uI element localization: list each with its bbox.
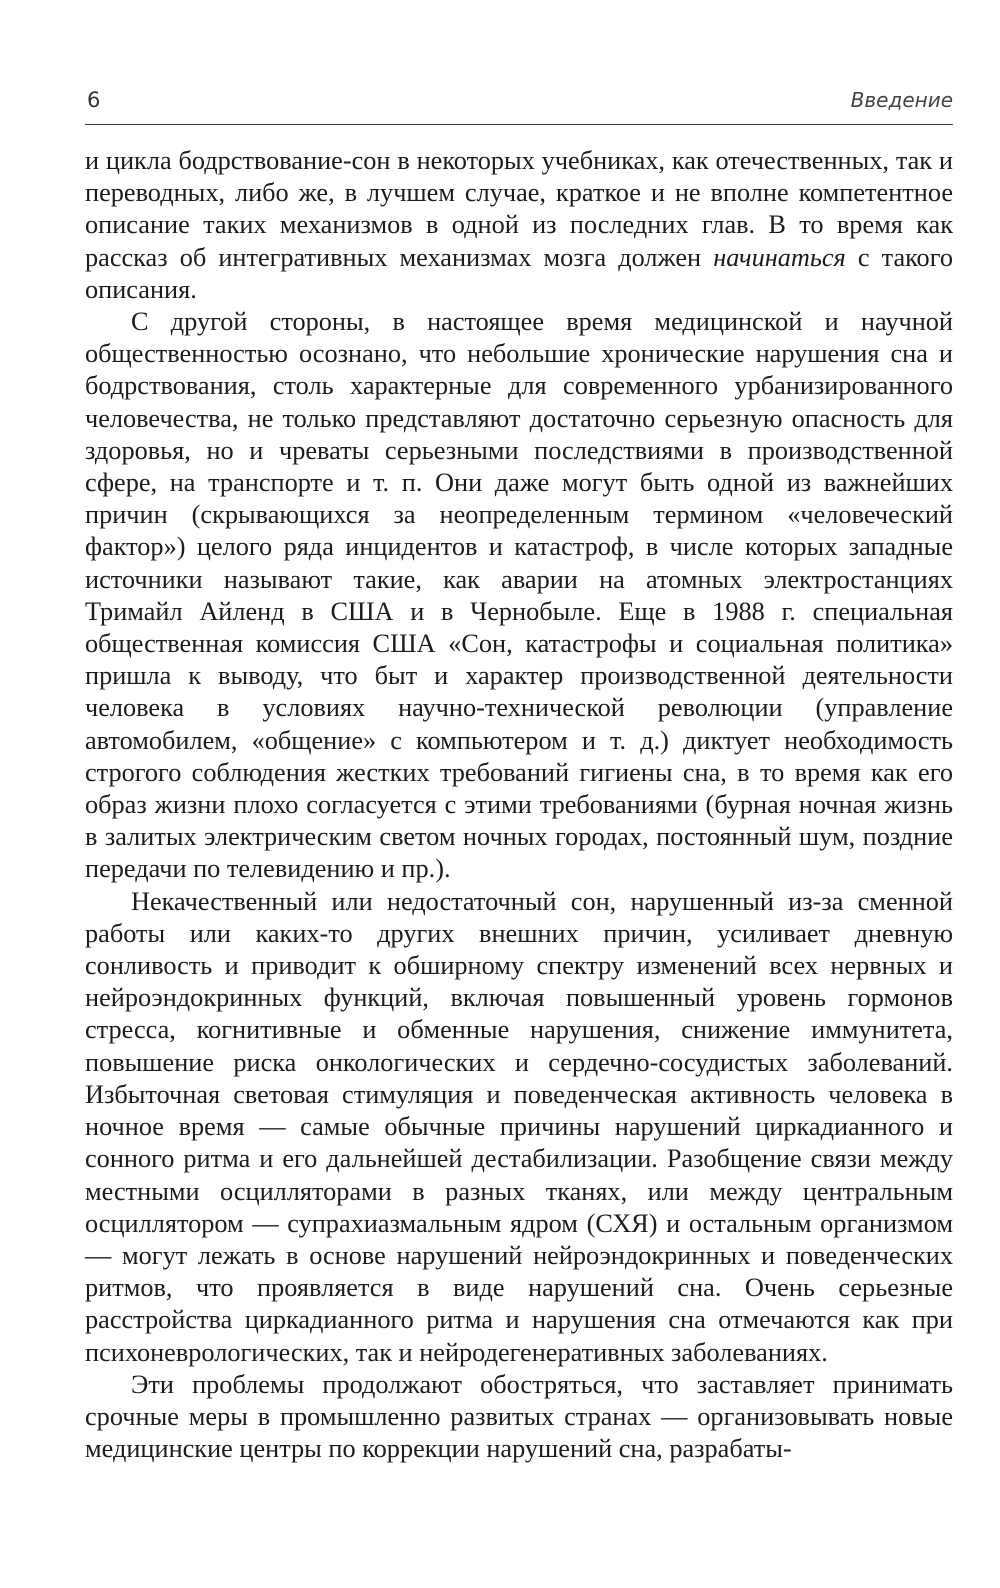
page-number: 6 [87, 88, 101, 112]
body-text [85, 145, 953, 1465]
paragraph-1 [85, 145, 953, 306]
paragraph-1-text-end: с такого описания. [85, 242, 953, 304]
paragraph-4: Эти проблемы продолжают обостряться, что заставляет принимать срочные меры в промышленно развитых странах — организовывать новые медицинские центры по коррекции нарушений сна, разрабаты- [85, 1369, 953, 1464]
paragraph-2: С другой стороны, в настоящее время медицинской и научной общественностью осознано, что небольшие хронические нарушения сна и бодрствования, столь характерные для современного урбанизированного человечества, не только представляют достаточно серьезную опасность для здоровья, но и чреваты серьезными последствиями в производственной сфере, на транспорте и т. п. Они даже могут быть одной из важнейших причин (скрывающихся за неопределенным термином «человеческий фактор») целого ряда инцидентов и катастроф, в числе которых западные источники называют такие, как аварии на атомных электростанциях Тримайл Айленд в США и в Чернобыле. Еще в 1988 г. специальная общественная комиссия США «Сон, катастрофы и социальная политика» пришла к выводу, что быт и характер производственной деятельности человека в условиях научно-технической революции (управление автомобилем, «общение» с компьютером и т. д.) диктует необходимость строгого соблюдения жестких требований гигиены сна, в то время как его образ жизни плохо согласуется с этими требованиями (бурная ночная жизнь в залитых электрическим светом ночных городах, постоянный шум, поздние передачи по телевидению и пр.). [85, 307, 953, 884]
running-header [85, 84, 953, 125]
paragraph-1-text-start: и цикла бодрствование-сон в некоторых учебниках, как отечественных, так и переводных, либо же, в лучшем случае, краткое и не вполне компетентное описание таких механизмов в одной из последних глав. В то время как рассказ об интегративных механизмах мозга должен [85, 146, 953, 272]
emphasized-word: начинаться [713, 242, 846, 272]
section-title: Введение [850, 88, 953, 112]
paragraph-3: Некачественный или недостаточный сон, нарушенный из-за сменной работы или каких-то других внешних причин, усиливает дневную сонливость и приводит к обширному спектру изменений всех нервных и нейроэндокринных функций, включая повышенный уровень гормонов стресса, когнитивные и обменные нарушения, снижение иммунитета, повышение риска онкологических и сердечно-сосудистых заболеваний. Избыточная световая стимуляция и поведенческая активность человека в ночное время — самые обычные причины нарушений циркадианного и сонного ритма и его дальнейшей дестабилизации. Разобщение связи между местными осцилляторами в разных тканях, или между центральным осциллятором — супрахиазмальным ядром (СХЯ) и остальным организмом — могут лежать в основе нарушений нейроэндокринных и поведенческих ритмов, что проявляется в виде нарушений сна. Очень серьезные расстройства циркадианного ритма и нарушения сна отмечаются как при психоневрологических, так и нейродегенеративных заболеваниях. [85, 886, 953, 1367]
